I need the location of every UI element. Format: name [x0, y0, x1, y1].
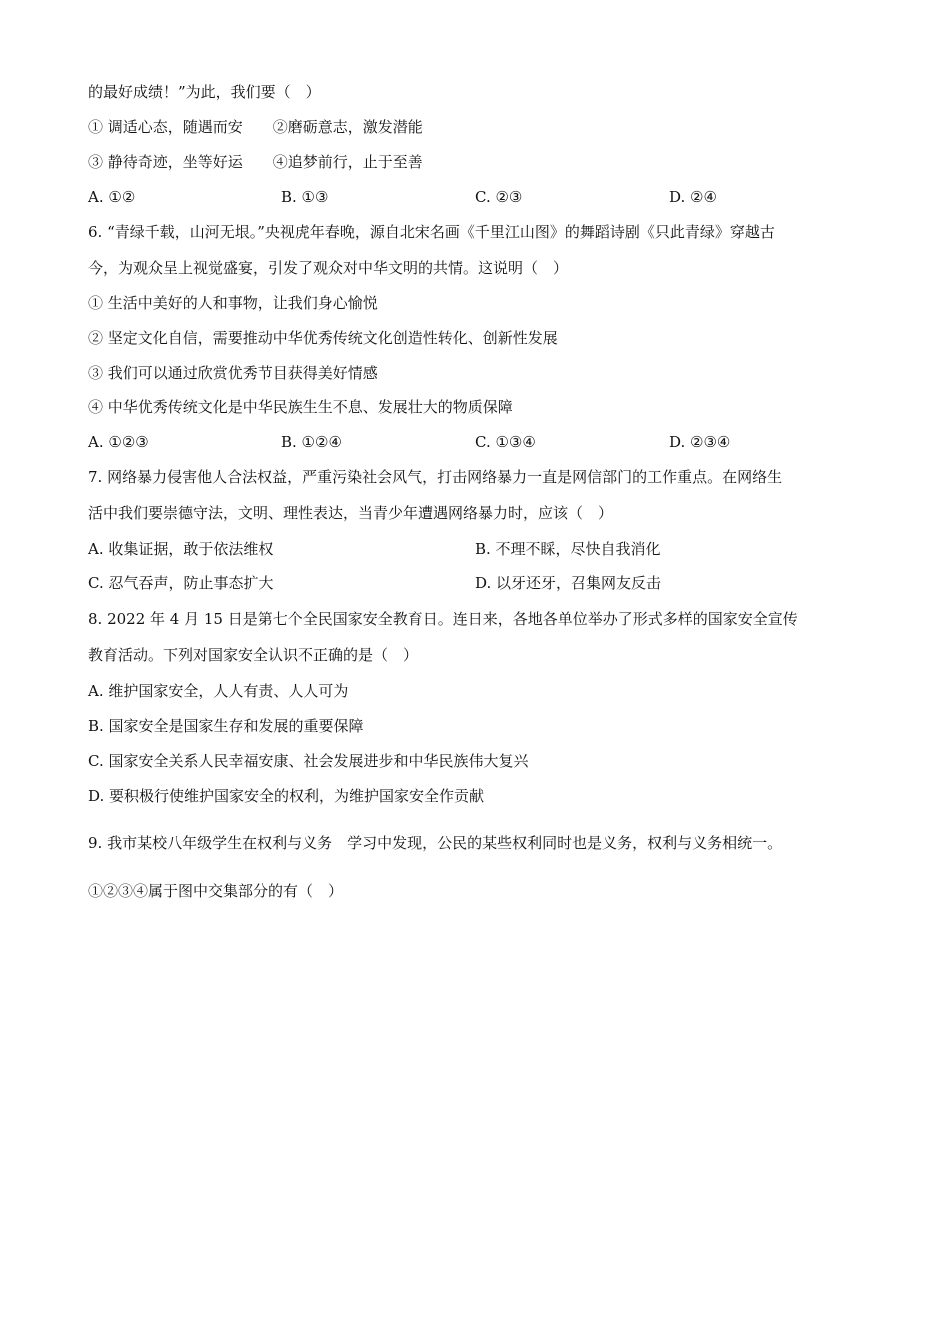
q9-stem-line-2: ①②③④属于图中交集部分的有（ ） [88, 882, 344, 900]
q5-option-a: A. ①② [88, 188, 136, 206]
q6-item-1: ① 生活中美好的人和事物，让我们身心愉悦 [88, 294, 378, 312]
q6-option-b: B. ①②④ [281, 433, 342, 451]
q7-stem-line-1: 7. 网络暴力侵害他人合法权益，严重污染社会风气，打击网络暴力一直是网信部门的工作重点。在网络生 [88, 468, 783, 486]
q6-option-c: C. ①③④ [475, 433, 536, 451]
q7-stem-line-2: 活中我们要崇德守法，文明、理性表达，当青少年遭遇网络暴力时，应该（ ） [88, 504, 614, 522]
q8-stem-line-2: 教育活动。下列对国家安全认识不正确的是（ ） [88, 646, 419, 664]
q5-item-row-1: ① 调适心态，随遇而安 ②磨砺意志，激发潜能 [88, 118, 423, 136]
q7-option-d: D. 以牙还牙，召集网友反击 [475, 574, 662, 592]
q5-option-d: D. ②④ [669, 188, 717, 206]
q9-stem-line-1: 9. 我市某校八年级学生在权利与义务 学习中发现，公民的某些权利同时也是义务，权利与义务相统一。 [88, 834, 783, 852]
q6-option-d: D. ②③④ [669, 433, 731, 451]
q8-option-d: D. 要积极行使维护国家安全的权利，为维护国家安全作贡献 [88, 787, 485, 805]
q6-option-a: A. ①②③ [88, 433, 149, 451]
q6-item-2: ② 坚定文化自信，需要推动中华优秀传统文化创造性转化、创新性发展 [88, 329, 558, 347]
q7-option-c: C. 忍气吞声，防止事态扩大 [88, 574, 274, 592]
q8-option-b: B. 国家安全是国家生存和发展的重要保障 [88, 717, 364, 735]
q7-option-a: A. 收集证据，敢于依法维权 [88, 540, 274, 558]
q7-option-b: B. 不理不睬，尽快自我消化 [475, 540, 661, 558]
q8-option-c: C. 国家安全关系人民幸福安康、社会发展进步和中华民族伟大复兴 [88, 752, 529, 770]
q6-stem-line-2: 今，为观众呈上视觉盛宴，引发了观众对中华文明的共情。这说明（ ） [88, 259, 569, 277]
q6-item-3: ③ 我们可以通过欣赏优秀节目获得美好情感 [88, 364, 378, 382]
q6-stem-line-1: 6. “青绿千载，山河无垠。”央视虎年春晚，源自北宋名画《千里江山图》的舞蹈诗剧《只此青绿》穿越古 [88, 223, 775, 241]
q5-stem-tail: 的最好成绩！”为此，我们要（ ） [88, 83, 321, 101]
q8-stem-line-1: 8. 2022 年 4 月 15 日是第七个全民国家安全教育日。连日来，各地各单位举办了形式多样的国家安全宣传 [88, 610, 798, 628]
q5-option-c: C. ②③ [475, 188, 523, 206]
q5-item-row-2: ③ 静待奇迹，坐等好运 ④追梦前行，止于至善 [88, 153, 423, 171]
q6-item-4: ④ 中华优秀传统文化是中华民族生生不息、发展壮大的物质保障 [88, 398, 513, 416]
q8-option-a: A. 维护国家安全，人人有责、人人可为 [88, 682, 349, 700]
q5-option-b: B. ①③ [281, 188, 329, 206]
